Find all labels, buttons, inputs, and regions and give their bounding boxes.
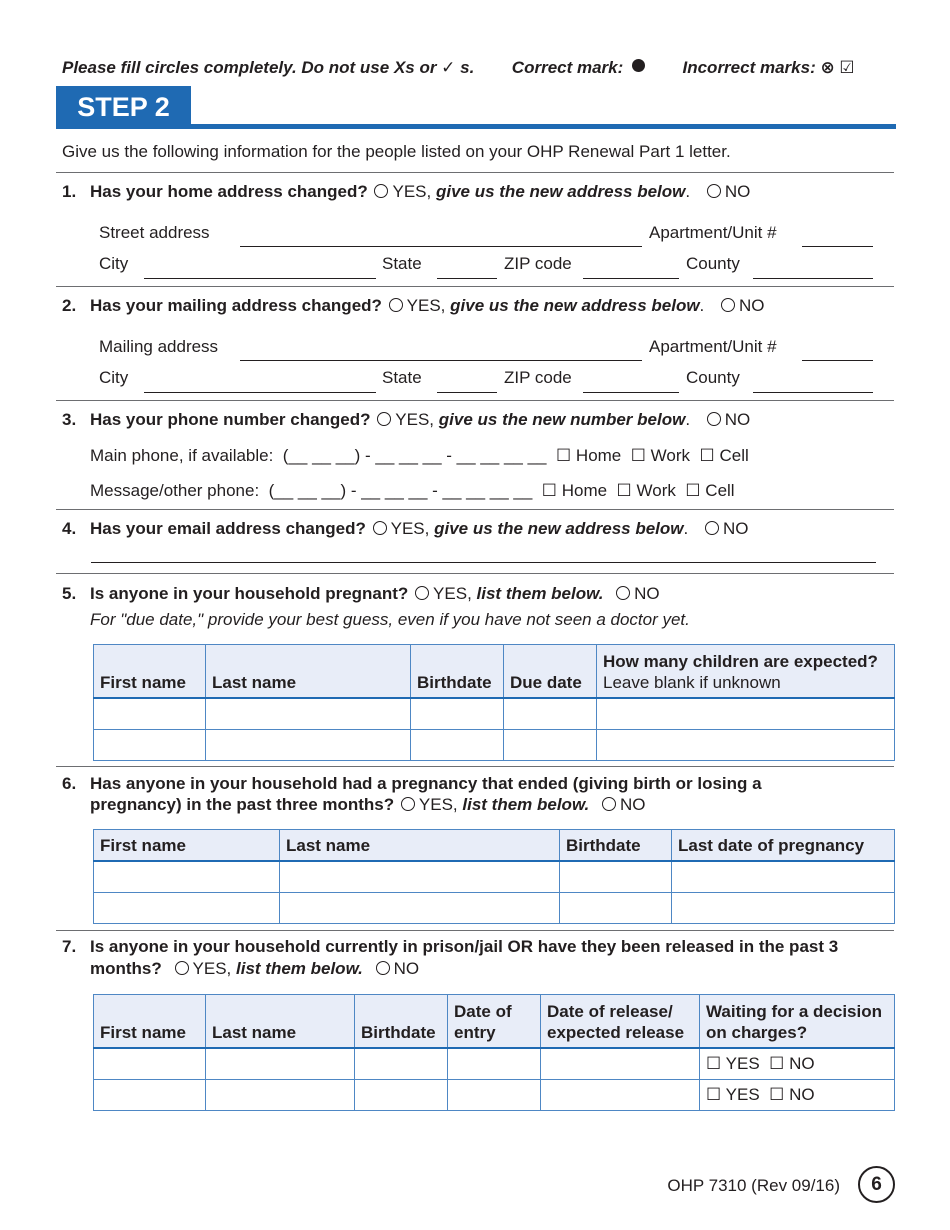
divider: [56, 172, 894, 173]
apartment-field[interactable]: [802, 246, 873, 247]
due-date-cell[interactable]: [504, 698, 597, 730]
col-date-of-entry: Date of entry: [448, 995, 541, 1048]
divider: [56, 286, 894, 287]
children-cell[interactable]: [597, 698, 895, 730]
question-number: 1.: [62, 182, 77, 201]
county-label: County: [686, 254, 740, 273]
divider: [56, 573, 894, 574]
question-number: 4.: [62, 519, 77, 538]
last-name-cell[interactable]: [206, 1048, 355, 1080]
yes-hint: give us the new address below: [450, 296, 700, 315]
apartment-field[interactable]: [802, 360, 873, 361]
release-date-cell[interactable]: [541, 1048, 700, 1080]
question-7: [62, 937, 838, 957]
first-name-cell[interactable]: [94, 729, 206, 760]
no-label: NO: [634, 584, 660, 603]
page-number: 6: [858, 1166, 895, 1203]
col-first-name: First name: [94, 645, 206, 698]
no-radio[interactable]: [707, 412, 721, 426]
col-last-name: Last name: [206, 645, 411, 698]
yes-radio[interactable]: [401, 797, 415, 811]
city-label: City: [99, 368, 129, 387]
city-label: City: [99, 254, 129, 273]
waiting-yes-no-checkboxes[interactable]: ☐ YES ☐ NO: [700, 1048, 895, 1080]
question-text: Is anyone in your household pregnant?: [90, 584, 409, 603]
state-field[interactable]: [437, 278, 497, 279]
table-row: [94, 861, 895, 893]
state-field[interactable]: [437, 392, 497, 393]
yes-radio[interactable]: [415, 586, 429, 600]
question-text: pregnancy) in the past three months?: [90, 795, 395, 814]
yes-radio[interactable]: [389, 298, 403, 312]
divider: [56, 766, 894, 767]
step-title: STEP 2: [56, 86, 191, 128]
no-label: NO: [739, 296, 765, 315]
first-name-cell[interactable]: [94, 698, 206, 730]
work-checkbox[interactable]: ☐ Work: [630, 446, 691, 465]
intro-text: Give us the following information for the people listed on your OHP Renewal Part 1 letter.: [62, 142, 731, 161]
other-phone-field[interactable]: (__ __ __) - __ __ __ - __ __ __ __: [268, 481, 533, 500]
question-number: 3.: [62, 410, 77, 429]
yes-hint: list them below.: [476, 584, 604, 603]
pregnancy-ended-table: [93, 829, 895, 924]
question-number: 2.: [62, 296, 77, 315]
apartment-label: Apartment/Unit #: [649, 223, 777, 242]
birthdate-cell[interactable]: [355, 1079, 448, 1110]
yes-radio[interactable]: [175, 961, 189, 975]
yes-label: YES,: [395, 410, 435, 429]
question-text: Has your home address changed?: [90, 182, 368, 201]
question-text: Has your mailing address changed?: [90, 296, 382, 315]
first-name-cell[interactable]: [94, 1079, 206, 1110]
col-date-of-release: Date of release/ expected release: [541, 995, 700, 1048]
yes-hint: give us the new address below: [434, 519, 684, 538]
filled-circle-icon: [632, 59, 645, 72]
question-text: Has your phone number changed?: [90, 410, 371, 429]
no-radio[interactable]: [616, 586, 630, 600]
yes-label: YES,: [390, 519, 430, 538]
yes-radio[interactable]: [377, 412, 391, 426]
col-birthdate: Birthdate: [560, 830, 672, 861]
no-label: NO: [393, 959, 420, 978]
table-row: [94, 892, 895, 923]
last-name-cell[interactable]: [206, 1079, 355, 1110]
main-phone-label: Main phone, if available:: [90, 446, 274, 465]
city-field[interactable]: [144, 392, 376, 393]
yes-label: YES,: [418, 795, 458, 814]
col-birthdate: Birthdate: [411, 645, 504, 698]
no-radio[interactable]: [376, 961, 390, 975]
yes-hint: give us the new address below: [435, 182, 686, 201]
birthdate-cell[interactable]: [355, 1048, 448, 1080]
last-date-cell[interactable]: [672, 892, 895, 923]
zip-label: ZIP code: [504, 368, 572, 387]
last-name-cell[interactable]: [206, 729, 411, 760]
first-name-cell[interactable]: [94, 1048, 206, 1080]
main-phone-row: [90, 446, 749, 466]
question-6: [62, 774, 762, 794]
incorrect-marks-icon: ⊗ ☑: [820, 58, 855, 77]
no-label: NO: [620, 795, 646, 814]
other-phone-label: Message/other phone:: [90, 481, 260, 500]
question-7-line2: [90, 959, 419, 979]
table-row: [94, 698, 895, 730]
mailing-address-label: Mailing address: [99, 337, 219, 356]
yes-label: YES,: [433, 584, 472, 603]
table-row: [94, 1079, 895, 1110]
col-last-date-pregnancy: Last date of pregnancy: [672, 830, 895, 861]
col-waiting-decision: Waiting for a decision on charges?: [700, 995, 895, 1048]
question-text: months?: [90, 959, 162, 978]
street-address-label: Street address: [99, 223, 210, 242]
prison-table: [93, 994, 895, 1111]
col-last-name: Last name: [206, 995, 355, 1048]
no-radio[interactable]: [705, 521, 719, 535]
col-first-name: First name: [94, 995, 206, 1048]
last-date-cell[interactable]: [672, 861, 895, 893]
yes-label: YES,: [406, 296, 446, 315]
release-date-cell[interactable]: [541, 1079, 700, 1110]
entry-date-cell[interactable]: [448, 1079, 541, 1110]
apartment-label: Apartment/Unit #: [649, 337, 777, 356]
no-radio[interactable]: [602, 797, 616, 811]
birthdate-cell[interactable]: [411, 698, 504, 730]
question-1: 1. Has your home address changed? YES, give us the new address below. NO: [62, 182, 751, 201]
yes-label: YES,: [392, 182, 432, 201]
question-5: [62, 584, 660, 604]
yes-hint: list them below.: [236, 959, 363, 978]
table-row: [94, 729, 895, 760]
zip-label: ZIP code: [504, 254, 572, 273]
main-phone-field[interactable]: (__ __ __) - __ __ __ - __ __ __ __: [282, 446, 547, 465]
form-number: OHP 7310 (Rev 09/16): [667, 1176, 840, 1195]
instructions-text: Please fill circles completely. Do not use Xs or ✓ s.: [62, 58, 475, 77]
last-name-cell[interactable]: [280, 892, 560, 923]
street-address-field[interactable]: [240, 246, 642, 247]
question-text: Has your email address changed?: [90, 519, 366, 538]
col-birthdate: Birthdate: [355, 995, 448, 1048]
question-text: Has anyone in your household had a pregnancy that ended (giving birth or losing a: [90, 774, 762, 793]
no-radio[interactable]: [707, 184, 721, 198]
question-6-line2: [90, 795, 646, 815]
waiting-yes-no-checkboxes[interactable]: ☐ YES ☐ NO: [700, 1079, 895, 1110]
last-name-cell[interactable]: [280, 861, 560, 893]
county-field[interactable]: [753, 278, 873, 279]
home-checkbox[interactable]: ☐ Home: [541, 481, 608, 500]
question-3: 3. Has your phone number changed? YES, give us the new number below. NO: [62, 410, 751, 429]
no-label: NO: [724, 182, 751, 201]
divider: [56, 930, 894, 931]
cell-checkbox[interactable]: ☐ Cell: [699, 446, 749, 465]
email-field[interactable]: [91, 562, 876, 563]
birthdate-cell[interactable]: [560, 892, 672, 923]
divider: [56, 509, 894, 510]
zip-field[interactable]: [583, 278, 679, 279]
correct-mark-label: Correct mark:: [511, 58, 624, 77]
yes-radio[interactable]: [374, 184, 388, 198]
county-field[interactable]: [753, 392, 873, 393]
col-due-date: Due date: [504, 645, 597, 698]
entry-date-cell[interactable]: [448, 1048, 541, 1080]
question-2: 2. Has your mailing address changed? YES, give us the new address below. NO: [62, 296, 765, 315]
step-rule: [56, 124, 896, 129]
yes-radio[interactable]: [373, 521, 387, 535]
city-field[interactable]: [144, 278, 376, 279]
birthdate-cell[interactable]: [411, 729, 504, 760]
work-checkbox[interactable]: ☐ Work: [616, 481, 676, 500]
no-radio[interactable]: [721, 298, 735, 312]
col-first-name: First name: [94, 830, 280, 861]
no-label: NO: [722, 519, 749, 538]
no-label: NO: [724, 410, 751, 429]
first-name-cell[interactable]: [94, 861, 280, 893]
other-phone-row: [90, 481, 735, 501]
first-name-cell[interactable]: [94, 892, 280, 923]
question-number: 5.: [62, 584, 77, 603]
col-last-name: Last name: [280, 830, 560, 861]
children-cell[interactable]: [597, 729, 895, 760]
fill-instructions: [62, 58, 855, 78]
mailing-address-field[interactable]: [240, 360, 642, 361]
question-number: 7.: [62, 937, 77, 956]
table-row: [94, 1048, 895, 1080]
yes-hint: list them below.: [462, 795, 590, 814]
yes-label: YES,: [192, 959, 232, 978]
last-name-cell[interactable]: [206, 698, 411, 730]
question-4: 4. Has your email address changed? YES, give us the new address below. NO: [62, 519, 749, 538]
state-label: State: [382, 254, 422, 273]
incorrect-mark-label: Incorrect marks:: [682, 58, 816, 77]
home-checkbox[interactable]: ☐ Home: [555, 446, 622, 465]
birthdate-cell[interactable]: [560, 861, 672, 893]
county-label: County: [686, 368, 740, 387]
col-children-expected: How many children are expected? Leave blank if unknown: [597, 645, 895, 698]
zip-field[interactable]: [583, 392, 679, 393]
yes-hint: give us the new number below: [438, 410, 686, 429]
question-text: Is anyone in your household currently in prison/jail OR have they been released in the past 3: [90, 937, 839, 956]
cell-checkbox[interactable]: ☐ Cell: [685, 481, 735, 500]
divider: [56, 400, 894, 401]
question-number: 6.: [62, 774, 77, 793]
state-label: State: [382, 368, 422, 387]
due-date-note: For "due date," provide your best guess, even if you have not seen a doctor yet.: [90, 610, 690, 629]
pregnancy-table: [93, 644, 895, 761]
due-date-cell[interactable]: [504, 729, 597, 760]
